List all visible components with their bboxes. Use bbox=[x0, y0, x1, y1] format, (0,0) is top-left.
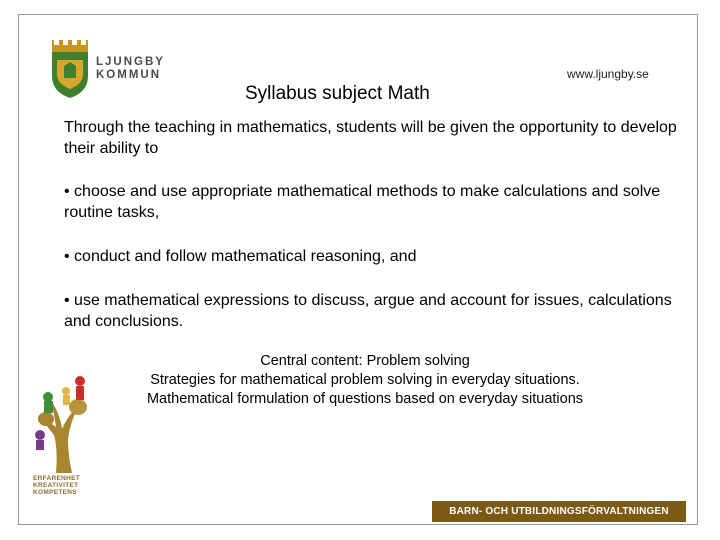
ljungby-crest-logo bbox=[48, 40, 92, 98]
central-content-line: Mathematical formulation of questions based on everyday situations bbox=[146, 391, 584, 407]
bullet-item: • use mathematical expressions to discuss, argue and account for issues, calculations and conclusions. bbox=[64, 292, 672, 330]
central-content-block bbox=[90, 352, 640, 409]
tree-logo-icon bbox=[28, 355, 98, 475]
footer-department-name: BARN- OCH UTBILDNINGSFÖRVALTNINGEN bbox=[449, 506, 669, 517]
central-content-heading: Central content: Problem solving bbox=[260, 353, 470, 369]
org-name: LJUNGBY KOMMUN bbox=[96, 56, 165, 81]
slide-title: Syllabus subject Math bbox=[245, 83, 430, 104]
website-url[interactable]: www.ljungby.se bbox=[567, 67, 649, 81]
intro-paragraph: Through the teaching in mathematics, students will be given the opportunity to develop their ability to bbox=[64, 119, 677, 157]
footer-bar bbox=[432, 501, 686, 522]
bullet-item: • conduct and follow mathematical reasoning, and bbox=[64, 248, 417, 265]
tree-logo-text: ERFARENHET KREATIVITET KOMPETENS bbox=[33, 475, 81, 496]
bullet-item: • choose and use appropriate mathematical methods to make calculations and solve routine tasks, bbox=[64, 183, 661, 221]
central-content-line: Strategies for mathematical problem solving in everyday situations. bbox=[150, 372, 580, 388]
